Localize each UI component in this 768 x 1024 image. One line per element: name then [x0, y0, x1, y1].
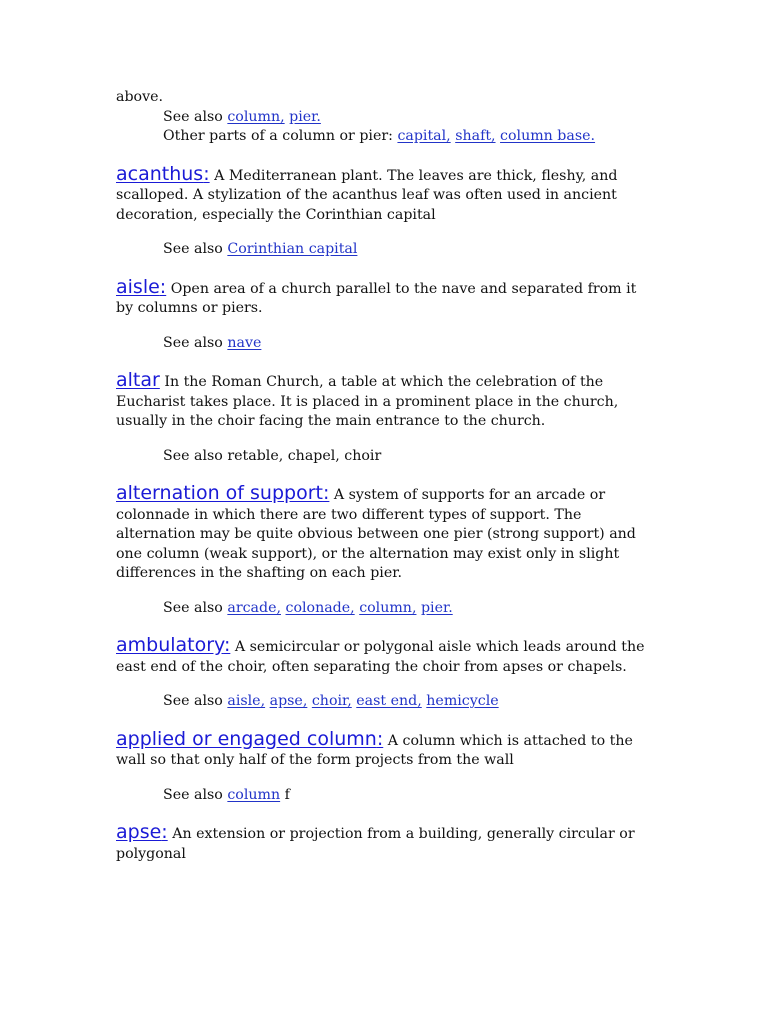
definition-altar: In the Roman Church, a table at which the celebration of the Eucharist takes place. It is placed in a prominent place in the church, usually in the choir facing the main entrance to the church.	[116, 374, 619, 429]
see-also-ambulatory	[116, 692, 656, 712]
entry-aisle	[116, 277, 656, 319]
link-hemicycle[interactable]: hemicycle	[426, 693, 499, 709]
link-aisle[interactable]: aisle,	[227, 693, 266, 709]
link-apse[interactable]: apse,	[269, 693, 308, 709]
see-also-aisle	[116, 334, 656, 354]
link-nave[interactable]: nave	[227, 334, 262, 351]
link-pier[interactable]: pier.	[420, 599, 453, 616]
see-also-acanthus	[116, 240, 656, 260]
term-label: altar	[116, 369, 160, 391]
definition-acanthus: A Mediterranean plant. The leaves are thick, fleshy, and scalloped. A stylization of the acanthus leaf was often used in ancient decoration, especially the Corinthian capital	[116, 167, 618, 223]
link-east-end[interactable]: east end,	[356, 693, 422, 709]
link-colonade[interactable]: colonade,	[285, 599, 355, 616]
term-colon: :	[376, 727, 384, 750]
entry-applied-or-engaged-column	[116, 729, 656, 771]
link-arcade[interactable]: arcade,	[227, 599, 281, 616]
term-label: ambulatory	[116, 634, 224, 656]
link-column[interactable]: column	[227, 786, 281, 803]
term-colon: :	[203, 162, 210, 185]
term-apse[interactable]	[116, 821, 168, 843]
term-colon: :	[161, 821, 168, 843]
definition-aisle: Open area of a church parallel to the nave and separated from it by columns or piers.	[116, 280, 637, 316]
definition-apse: An extension or projection from a building, generally circular or polygonal	[116, 826, 635, 862]
glossary-page	[116, 88, 656, 864]
term-ambulatory[interactable]	[116, 634, 230, 656]
definition-ambulatory: A semicircular or polygonal aisle which leads around the east end of the choir, often separating the choir from apses or chapels.	[116, 639, 645, 675]
link-capital[interactable]: capital,	[397, 128, 451, 144]
see-also-alternation-of-support	[116, 599, 656, 619]
other-parts-label: Other parts of a column or pier:	[163, 128, 393, 144]
link-column[interactable]: column,	[359, 599, 417, 616]
entry-alternation-of-support	[116, 483, 656, 584]
term-label: apse	[116, 821, 162, 843]
see-also-plain-text: f	[284, 786, 290, 803]
see-also-label: See also	[163, 108, 223, 125]
see-also-label: See also	[163, 447, 223, 464]
see-also-label: See also	[163, 786, 223, 803]
entry-altar	[116, 370, 656, 432]
entry-apse	[116, 822, 656, 864]
link-choir[interactable]: choir,	[311, 693, 352, 709]
see-also-altar	[116, 447, 656, 467]
term-acanthus[interactable]	[116, 163, 210, 185]
see-also-label: See also	[163, 334, 223, 351]
link-corinthian-capital[interactable]: Corinthian capital	[227, 241, 358, 257]
definition-alternation-of-support: A system of supports for an arcade or colonnade in which there are two different types of support. The alternation may be quite obvious between one pier (strong support) and one column (weak support), or the alternation may exist only in slight differences in the shafting on each pier.	[116, 487, 636, 581]
term-altar[interactable]	[116, 369, 160, 391]
term-label: applied or engaged column	[116, 727, 377, 750]
link-column[interactable]: column,	[227, 108, 285, 125]
term-label: acanthus	[116, 162, 204, 185]
link-column-base[interactable]: column base.	[500, 128, 596, 144]
term-colon: :	[159, 275, 167, 298]
entry-acanthus	[116, 164, 656, 226]
link-shaft[interactable]: shaft,	[455, 128, 496, 144]
entry-ambulatory	[116, 635, 656, 677]
see-also-label: See also	[163, 241, 223, 257]
term-colon: :	[223, 634, 231, 656]
term-aisle[interactable]	[116, 276, 166, 298]
see-also-applied-or-engaged-column	[116, 786, 656, 806]
term-colon: :	[322, 482, 330, 504]
see-also-label: See also	[163, 693, 223, 709]
definition-applied-or-engaged-column: A column which is attached to the wall so that only half of the form projects from the wall	[116, 732, 633, 768]
see-also-label: See also	[163, 599, 223, 616]
term-alternation-of-support[interactable]	[116, 482, 329, 504]
term-label: aisle	[116, 275, 160, 298]
intro-other-parts	[116, 127, 656, 147]
term-label: alternation of support	[116, 482, 323, 504]
term-applied-or-engaged-column[interactable]	[116, 728, 383, 750]
link-pier[interactable]: pier.	[289, 108, 321, 125]
see-also-plain-text: retable, chapel, choir	[227, 447, 382, 464]
intro-see-also	[116, 108, 656, 128]
intro-continuation: above.	[116, 89, 164, 105]
